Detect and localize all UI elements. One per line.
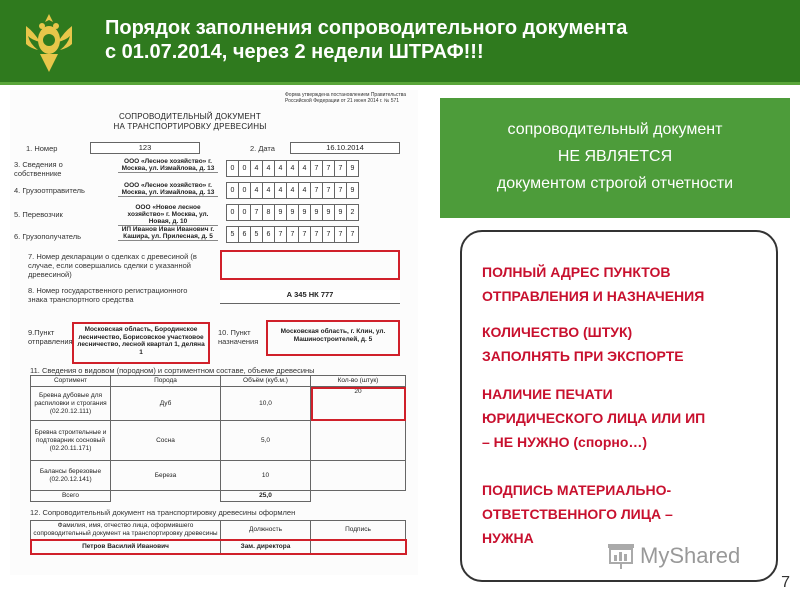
dispatch-label: 9.Пункт отправления <box>28 328 73 346</box>
consignee-inn-grid <box>226 226 359 243</box>
title-line-1: Порядок заполнения сопроводительного документа <box>105 17 628 39</box>
inn-digit: 4 <box>299 161 311 177</box>
page-number: 7 <box>781 574 790 591</box>
inn-digit: 0 <box>227 183 239 199</box>
species-title: 11. Сведения о видовом (породном) и сортиментном составе, объеме древесины <box>30 366 315 375</box>
number-field: 123 <box>90 142 200 154</box>
note-4-line-3: НУЖНА <box>482 530 534 546</box>
info-line-1: сопроводительный документ <box>507 121 723 138</box>
inn-digit: 7 <box>275 227 287 243</box>
inn-digit: 4 <box>251 161 263 177</box>
cell-volume: 10 <box>221 461 311 491</box>
cell-sort: Балансы березовые (02.20.12.141) <box>31 461 111 491</box>
presentation-icon <box>606 541 636 571</box>
table-total-row <box>31 491 406 502</box>
form-note: Форма утверждена постановлением Правительства Российской Федерации от 21 июня 2014 г. № 571 <box>285 92 406 104</box>
cell-sort: Бревна дубовые для распиловки и строгания (02.20.12.111) <box>31 387 111 421</box>
watermark-text: MyShared <box>640 543 741 568</box>
note-addresses <box>482 260 704 308</box>
note-2-line-1: КОЛИЧЕСТВО (ШТУК) <box>482 324 633 340</box>
species-table <box>30 375 406 502</box>
inn-digit: 4 <box>287 183 299 199</box>
document-title-line-2: НА ТРАНСПОРТИРОВКУ ДРЕВЕСИНЫ <box>113 122 267 131</box>
note-1-line-2: ОТПРАВЛЕНИЯ И НАЗНАЧЕНИЯ <box>482 288 705 304</box>
inn-digit: 7 <box>299 227 311 243</box>
cell-sort: Бревна строительные и подтоварник сосновый (02.20.11.171) <box>31 421 111 461</box>
inn-digit: 7 <box>335 227 347 243</box>
inn-digit: 7 <box>311 227 323 243</box>
declaration-label: 7. Номер декларации о сделках с древесиной (в случае, если совершались сделки с указанной древесиной) <box>28 252 197 279</box>
signature-table <box>30 520 406 554</box>
inn-digit: 6 <box>263 227 275 243</box>
owner-inn-grid <box>226 160 359 177</box>
note-quantity <box>482 320 684 368</box>
inn-digit: 0 <box>227 205 239 221</box>
col-header-sort: Сортимент <box>31 376 111 387</box>
inn-digit: 9 <box>347 183 359 199</box>
col-header-qty: Кол-во (штук) <box>311 376 406 387</box>
inn-digit: 0 <box>239 161 251 177</box>
inn-digit: 4 <box>263 161 275 177</box>
notes-panel <box>460 230 778 582</box>
page-title <box>105 16 785 64</box>
regnum-value: А 345 НК 777 <box>220 290 400 304</box>
sig-signature <box>311 540 406 554</box>
inn-digit: 9 <box>323 205 335 221</box>
inn-digit: 4 <box>287 161 299 177</box>
total-label: Всего <box>31 491 111 502</box>
note-3-line-1: НАЛИЧИЕ ПЕЧАТИ <box>482 386 613 402</box>
col-header-volume: Объём (куб.м.) <box>221 376 311 387</box>
inn-digit: 0 <box>239 205 251 221</box>
cell-volume: 5,0 <box>221 421 311 461</box>
sig-header-signature: Подпись <box>311 521 406 540</box>
inn-digit: 7 <box>311 161 323 177</box>
inn-digit: 0 <box>227 161 239 177</box>
info-box <box>440 98 790 218</box>
inn-digit: 4 <box>299 183 311 199</box>
inn-digit: 4 <box>275 161 287 177</box>
note-4-line-1: ПОДПИСЬ МАТЕРИАЛЬНО- <box>482 482 672 498</box>
dispatch-value: Московская область, Бородинское лесничество, Борисовское участковое лесничество, лесной квартал 1, деляна 1 <box>77 326 205 356</box>
dest-value: Московская область, г. Клин, ул. Машиностроителей, д. 5 <box>280 328 386 343</box>
date-label: 2. Дата <box>250 144 275 153</box>
document-title <box>90 112 290 132</box>
declaration-field-highlight <box>220 250 400 280</box>
cell-qty <box>311 421 406 461</box>
col-header-species: Порода <box>111 376 221 387</box>
inn-digit: 7 <box>287 227 299 243</box>
owner-name: ООО «Лесное хозяйство» г. Москва, ул. Измайлова, д. 13 <box>118 158 218 173</box>
consignee-name: ИП Иванов Иван Иванович г. Кашира, ул. Прилесная, д. 5 <box>118 226 218 241</box>
document-scan <box>10 90 418 575</box>
dest-field-highlight <box>266 320 400 356</box>
signed-title: 12. Сопроводительный документ на транспортировку древесины оформлен <box>30 508 296 517</box>
inn-digit: 9 <box>335 205 347 221</box>
document-title-line-1: СОПРОВОДИТЕЛЬНЫЙ ДОКУМЕНТ <box>119 112 261 121</box>
cell-species: Береза <box>111 461 221 491</box>
shipper-label: 4. Грузоотправитель <box>14 186 85 195</box>
inn-digit: 7 <box>347 227 359 243</box>
carrier-label: 5. Перевозчик <box>14 210 63 219</box>
watermark <box>606 536 786 576</box>
inn-digit: 5 <box>251 227 263 243</box>
inn-digit: 7 <box>335 183 347 199</box>
table-row <box>31 421 406 461</box>
inn-digit: 7 <box>323 161 335 177</box>
carrier-inn-grid <box>226 204 359 221</box>
cell-qty <box>311 461 406 491</box>
inn-digit: 4 <box>263 183 275 199</box>
cell-species: Сосна <box>111 421 221 461</box>
sig-header-position: Должность <box>221 521 311 540</box>
cell-volume: 10,0 <box>221 387 311 421</box>
shipper-name: ООО «Лесное хозяйство» г. Москва, ул. Измайлова, д. 13 <box>118 182 218 197</box>
note-3-line-2: ЮРИДИЧЕСКОГО ЛИЦА ИЛИ ИП <box>482 410 706 426</box>
inn-digit: 8 <box>263 205 275 221</box>
inn-digit: 9 <box>287 205 299 221</box>
slide-header <box>0 0 800 85</box>
inn-digit: 7 <box>323 227 335 243</box>
note-1-line-1: ПОЛНЫЙ АДРЕС ПУНКТОВ <box>482 264 671 280</box>
carrier-name: ООО «Новое лесное хозяйство» г. Москва, ул. Новая, д. 10 <box>118 204 218 226</box>
dispatch-field-highlight <box>72 322 210 364</box>
inn-digit: 9 <box>299 205 311 221</box>
number-label: 1. Номер <box>26 144 58 153</box>
note-stamp <box>482 382 705 454</box>
header-divider <box>0 82 800 85</box>
cell-qty: 20 <box>311 387 406 421</box>
info-line-3: документом строгой отчетности <box>496 175 734 192</box>
inn-digit: 4 <box>275 183 287 199</box>
total-value: 25,0 <box>221 491 311 502</box>
shipper-inn-grid <box>226 182 359 199</box>
inn-digit: 9 <box>311 205 323 221</box>
sig-header-name: Фамилия, имя, отчество лица, оформившего сопроводительный документ на транспортировку древесины <box>31 521 221 540</box>
inn-digit: 7 <box>323 183 335 199</box>
note-4-line-2: ОТВЕТСТВЕННОГО ЛИЦА – <box>482 506 673 522</box>
note-3-line-3: – НЕ НУЖНО (спорно…) <box>482 434 648 450</box>
title-line-2: с 01.07.2014, через 2 недели ШТРАФ!!! <box>105 41 484 63</box>
date-field: 16.10.2014 <box>290 142 400 154</box>
emblem-icon <box>20 8 78 78</box>
inn-digit: 2 <box>347 205 359 221</box>
inn-digit: 7 <box>335 161 347 177</box>
sig-name: Петров Василий Иванович <box>31 540 221 554</box>
info-line-2: НЕ ЯВЛЯЕТСЯ <box>557 148 673 165</box>
inn-digit: 7 <box>311 183 323 199</box>
inn-digit: 6 <box>239 227 251 243</box>
inn-digit: 4 <box>251 183 263 199</box>
table-row <box>31 461 406 491</box>
inn-digit: 5 <box>227 227 239 243</box>
consignee-label: 6. Грузополучатель <box>14 232 82 241</box>
inn-digit: 9 <box>275 205 287 221</box>
sig-position: Зам. директора <box>221 540 311 554</box>
inn-digit: 7 <box>251 205 263 221</box>
inn-digit: 0 <box>239 183 251 199</box>
inn-digit: 9 <box>347 161 359 177</box>
signature-row <box>31 540 406 554</box>
table-row <box>31 387 406 421</box>
dest-label: 10. Пункт назначения <box>218 328 259 346</box>
note-2-line-2: ЗАПОЛНЯТЬ ПРИ ЭКСПОРТЕ <box>482 348 684 364</box>
owner-label: 3. Сведения о собственнике <box>14 160 63 178</box>
regnum-label: 8. Номер государственного регистрационного знака транспортного средства <box>28 286 188 304</box>
cell-species: Дуб <box>111 387 221 421</box>
